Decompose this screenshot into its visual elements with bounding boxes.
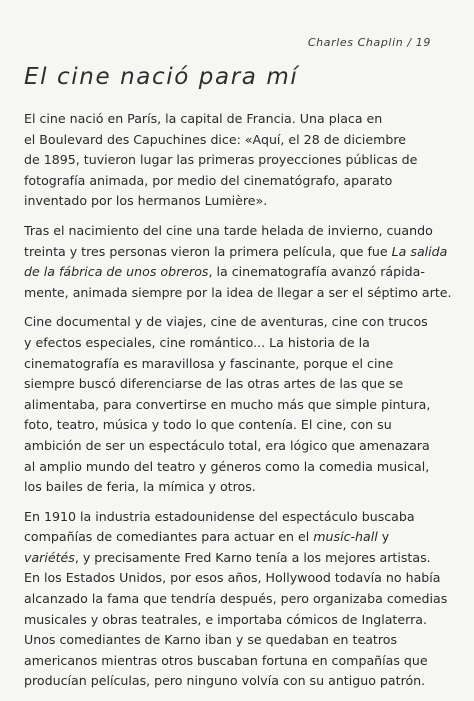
text-line: producían películas, pero ninguno volvía con su antiguo patrón. <box>24 673 426 689</box>
paragraph-4 <box>24 507 448 692</box>
body-text <box>24 109 452 701</box>
text-line: variétés, y precisamente Fred Karno tenía a los mejores artistas. <box>24 549 431 565</box>
term-italic: variétés <box>24 549 75 565</box>
running-header: Charles Chaplin / 19 <box>307 36 431 49</box>
text-line: mente, animada siempre por la idea de llegar a ser el séptimo arte. <box>24 284 452 300</box>
text-line: los bailes de feria, la mímica y otros. <box>24 479 256 495</box>
film-title-italic: de la fábrica de unos obreros <box>24 264 209 280</box>
text-line: treinta y tres personas vieron la primera película, que fue La salida <box>24 243 448 259</box>
paragraph-2 <box>24 221 452 303</box>
text-line: cinematografía es maravillosa y fascinante, porque el cine <box>24 355 394 371</box>
text-line: de 1895, tuvieron lugar las primeras proyecciones públicas de <box>24 152 418 168</box>
text-line: foto, teatro, música y todo lo que contenía. El cine, con su <box>24 417 392 433</box>
text-line: americanos mientras otros buscaban fortuna en compañías que <box>24 652 428 668</box>
text-line: y efectos especiales, cine romántico... La historia de la <box>24 334 370 350</box>
text-line: En 1910 la industria estadounidense del espectáculo buscaba <box>24 508 415 524</box>
text-line: compañías de comediantes para actuar en el music-hall y <box>24 529 390 545</box>
text-line: el Boulevard des Capuchines dice: «Aquí, el 28 de diciembre <box>24 131 407 147</box>
text-line: de la fábrica de unos obreros, la cinematografía avanzó rápida- <box>24 264 425 280</box>
text-line: musicales y obras teatrales, e importaba cómicos de Inglaterra. <box>24 611 427 627</box>
text-line: alcanzado la fama que tendría después, pero organizaba comedias <box>24 591 448 607</box>
film-title-italic: La salida <box>391 243 448 259</box>
chapter-title: El cine nació para mí <box>24 64 299 90</box>
text-line: siempre buscó diferenciarse de las otras artes de las que se <box>24 376 404 392</box>
text-line: Tras el nacimiento del cine una tarde helada de invierno, cuando <box>24 222 433 238</box>
text-line: al amplio mundo del teatro y géneros como la comedia musical, <box>24 458 430 474</box>
term-italic: music-hall <box>313 529 378 545</box>
text-line: ambición de ser un espectáculo total, era lógico que amenazara <box>24 437 430 453</box>
text-line: En los Estados Unidos, por esos años, Hollywood todavía no había <box>24 570 441 586</box>
text-line: inventado por los hermanos Lumière». <box>24 193 268 209</box>
text-line: Unos comediantes de Karno iban y se quedaban en teatros <box>24 632 398 648</box>
text-line: fotografía animada, por medio del cinematógrafo, aparato <box>24 172 393 188</box>
text-line: Cine documental y de viajes, cine de aventuras, cine con trucos <box>24 314 428 330</box>
text-line: El cine nació en París, la capital de Francia. Una placa en <box>24 111 383 126</box>
text-line: alimentaba, para convertirse en mucho más que simple pintura, <box>24 396 431 412</box>
paragraph-1 <box>24 109 442 212</box>
paragraph-3 <box>24 312 442 497</box>
